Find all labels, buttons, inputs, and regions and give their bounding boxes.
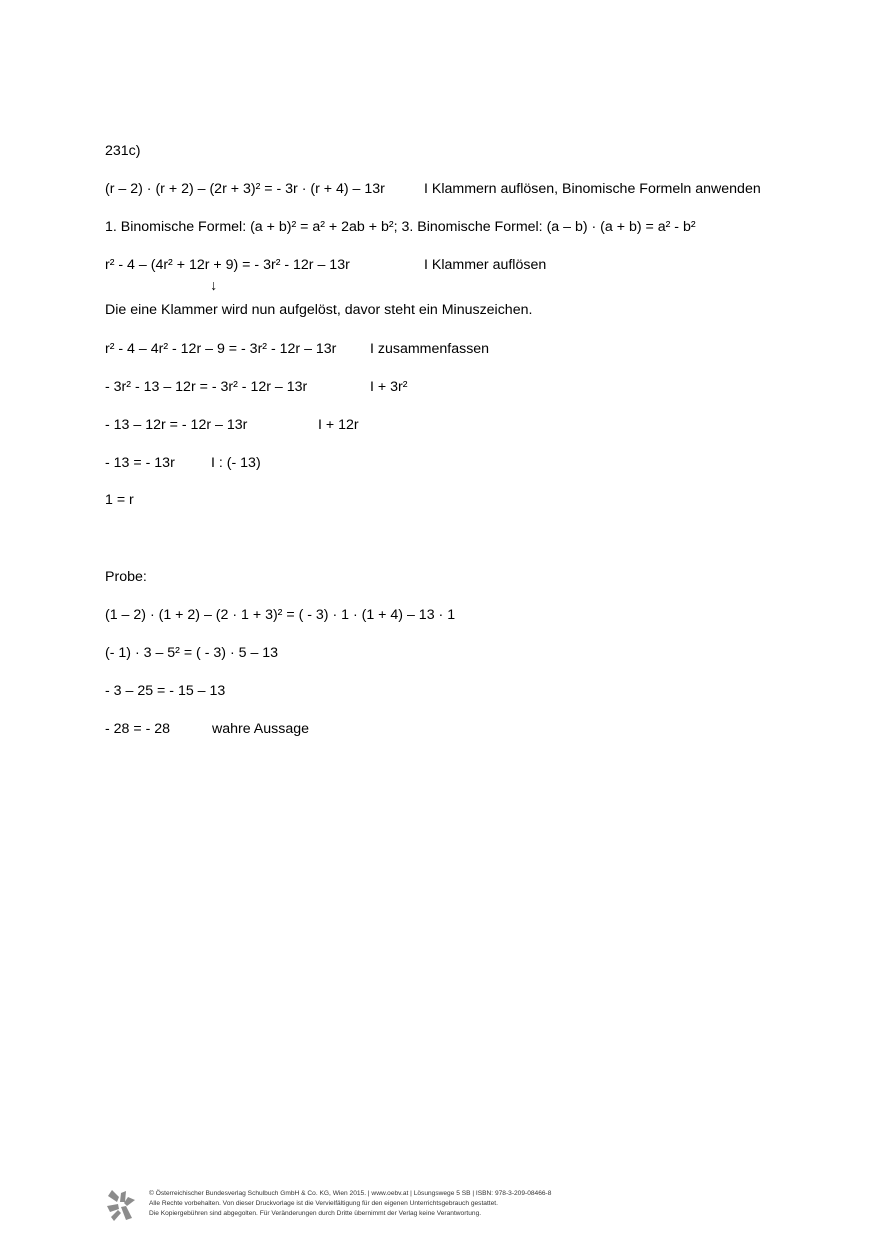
oebv-logo-icon: [104, 1188, 138, 1222]
result: 1 = r: [105, 492, 134, 508]
check-line-1: (1 – 2) · (1 + 2) – (2 · 1 + 3)² = ( - 3) · 1 · (1 + 4) – 13 · 1: [105, 607, 456, 623]
step-4: - 13 – 12r = - 12r – 13r: [105, 417, 248, 433]
step-3-note: I + 3r²: [370, 379, 408, 395]
step-1-note: I Klammer auflösen: [424, 257, 547, 273]
step-5: - 13 = - 13r: [105, 455, 175, 471]
footer: [149, 1189, 551, 1219]
footer-line-2: Alle Rechte vorbehalten. Von dieser Druckvorlage ist die Vervielfältigung für den eigenen Unterrichtsgebrauch gestattet.: [149, 1200, 498, 1207]
step-4-note: I + 12r: [318, 417, 359, 433]
step-3: - 3r² - 13 – 12r = - 3r² - 12r – 13r: [105, 379, 308, 395]
check-heading: Probe:: [105, 569, 147, 585]
check-line-3: - 3 – 25 = - 15 – 13: [105, 683, 226, 699]
binomial-formulas: 1. Binomische Formel: (a + b)² = a² + 2ab + b²; 3. Binomische Formel: (a – b) · (a + b) = a² - b²: [105, 219, 696, 235]
check-line-4-note: wahre Aussage: [212, 721, 310, 737]
exercise-number: 231c): [105, 143, 141, 159]
footer-line-3: Die Kopiergebühren sind abgegolten. Für Veränderungen durch Dritte übernimmt der Verlag keine Verantwortung.: [149, 1210, 482, 1217]
check-line-4: - 28 = - 28: [105, 721, 171, 737]
equation: (r – 2) · (r + 2) – (2r + 3)² = - 3r · (r + 4) – 13r: [105, 181, 385, 197]
step-2: r² - 4 – 4r² - 12r – 9 = - 3r² - 12r – 13r: [105, 341, 337, 357]
explanation: Die eine Klammer wird nun aufgelöst, davor steht ein Minuszeichen.: [105, 302, 533, 318]
footer-line-1: © Österreichischer Bundesverlag Schulbuch GmbH & Co. KG, Wien 2015. | www.oebv.at | Lösungswege 5 SB | ISBN: 978-3-209-08466-8: [149, 1190, 552, 1197]
equation-note: I Klammern auflösen, Binomische Formeln anwenden: [424, 181, 761, 197]
down-arrow: ↓: [210, 278, 218, 294]
step-2-note: I zusammenfassen: [370, 341, 490, 357]
step-5-note: I : (- 13): [211, 455, 261, 471]
step-1: r² - 4 – (4r² + 12r + 9) = - 3r² - 12r – 13r: [105, 257, 350, 273]
check-line-2: (- 1) · 3 – 5² = ( - 3) · 5 – 13: [105, 645, 279, 661]
